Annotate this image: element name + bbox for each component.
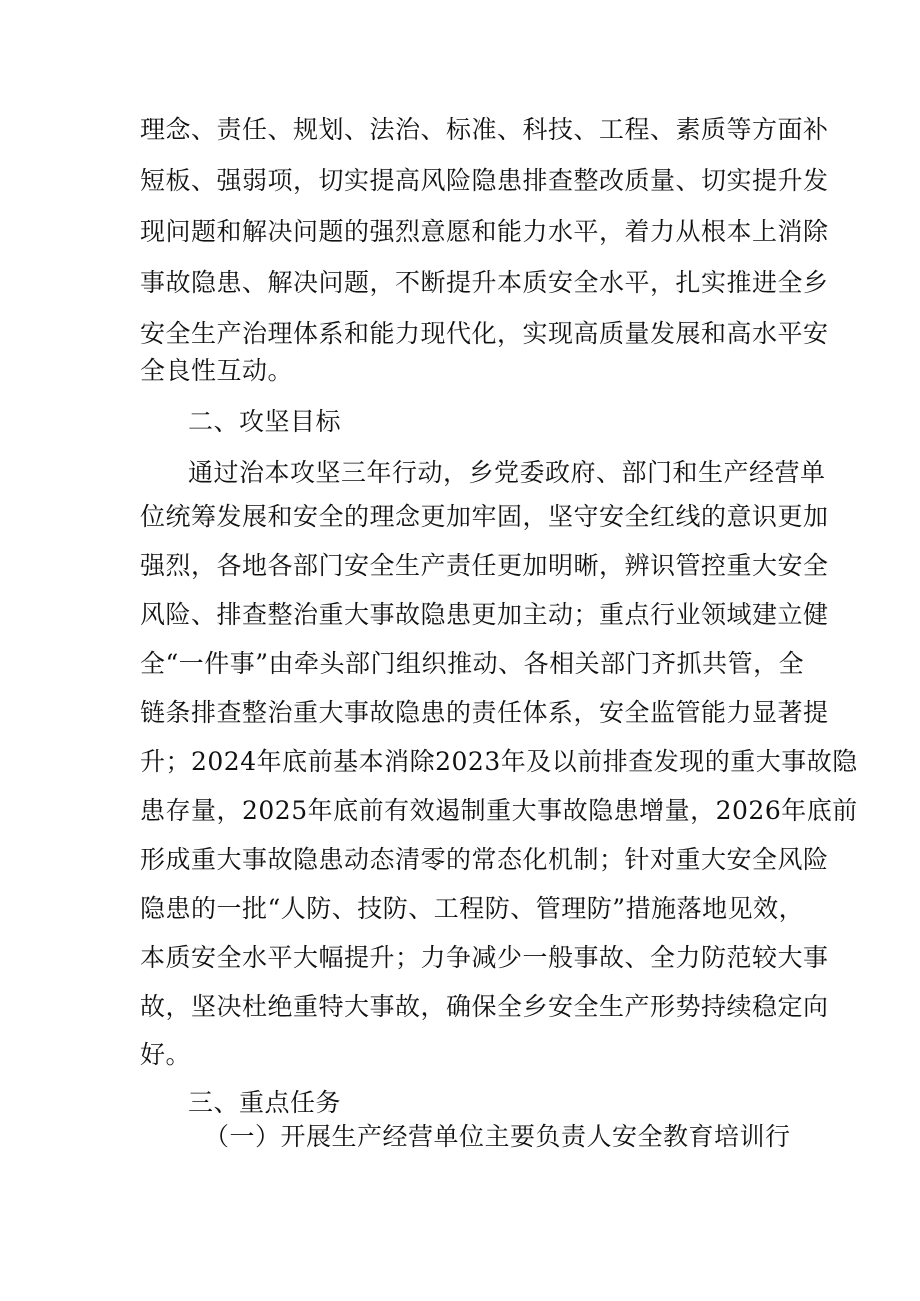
section-heading-goals: 二、攻坚目标 (188, 407, 342, 436)
paragraph-line: 本质安全水平大幅提升；力争减少一般事故、全力防范较大事 (140, 943, 829, 972)
paragraph-line: 形成重大事故隐患动态清零的常态化机制；针对重大安全风险 (140, 845, 829, 874)
paragraph-line: 患存量，2025年底前有效遏制重大事故隐患增量，2026年底前 (140, 796, 858, 825)
paragraph-line: 升；2024年底前基本消除2023年及以前排查发现的重大事故隐 (140, 747, 858, 776)
paragraph-line: 位统筹发展和安全的理念更加牢固，坚守安全红线的意识更加 (140, 502, 829, 531)
paragraph-line: 全良性互动。 (140, 356, 294, 385)
paragraph-line: 隐患的一批“人防、技防、工程防、管理防”措施落地见效， (140, 894, 805, 923)
paragraph-line: 好。 (140, 1040, 192, 1069)
paragraph-line: 强烈，各地各部门安全生产责任更加明晰，辨识管控重大安全 (140, 551, 829, 580)
subsection-heading: （一）开展生产经营单位主要负责人安全教育培训行 (204, 1122, 791, 1151)
paragraph-line: 事故隐患、解决问题，不断提升本质安全水平，扎实推进全乡 (140, 268, 829, 297)
paragraph-line: 故，坚决杜绝重特大事故，确保全乡安全生产形势持续稳定向 (140, 992, 829, 1021)
paragraph-line: 风险、排查整治重大事故隐患更加主动；重点行业领域建立健 (140, 600, 829, 629)
section-heading-tasks: 三、重点任务 (188, 1088, 342, 1117)
paragraph-line: 理念、责任、规划、法治、标准、科技、工程、素质等方面补 (140, 115, 829, 144)
paragraph-line: 全“一件事”由牵头部门组织推动、各相关部门齐抓共管，全 (140, 649, 805, 678)
paragraph-line: 安全生产治理体系和能力现代化，实现高质量发展和高水平安 (140, 319, 829, 348)
paragraph-line: 链条排查整治重大事故隐患的责任体系，安全监管能力显著提 (140, 698, 829, 727)
paragraph-line: 通过治本攻坚三年行动，乡党委政府、部门和生产经营单 (188, 458, 826, 487)
paragraph-line: 短板、强弱项，切实提高风险隐患排查整改质量、切实提升发 (140, 166, 829, 195)
paragraph-line: 现问题和解决问题的强烈意愿和能力水平，着力从根本上消除 (140, 217, 829, 246)
